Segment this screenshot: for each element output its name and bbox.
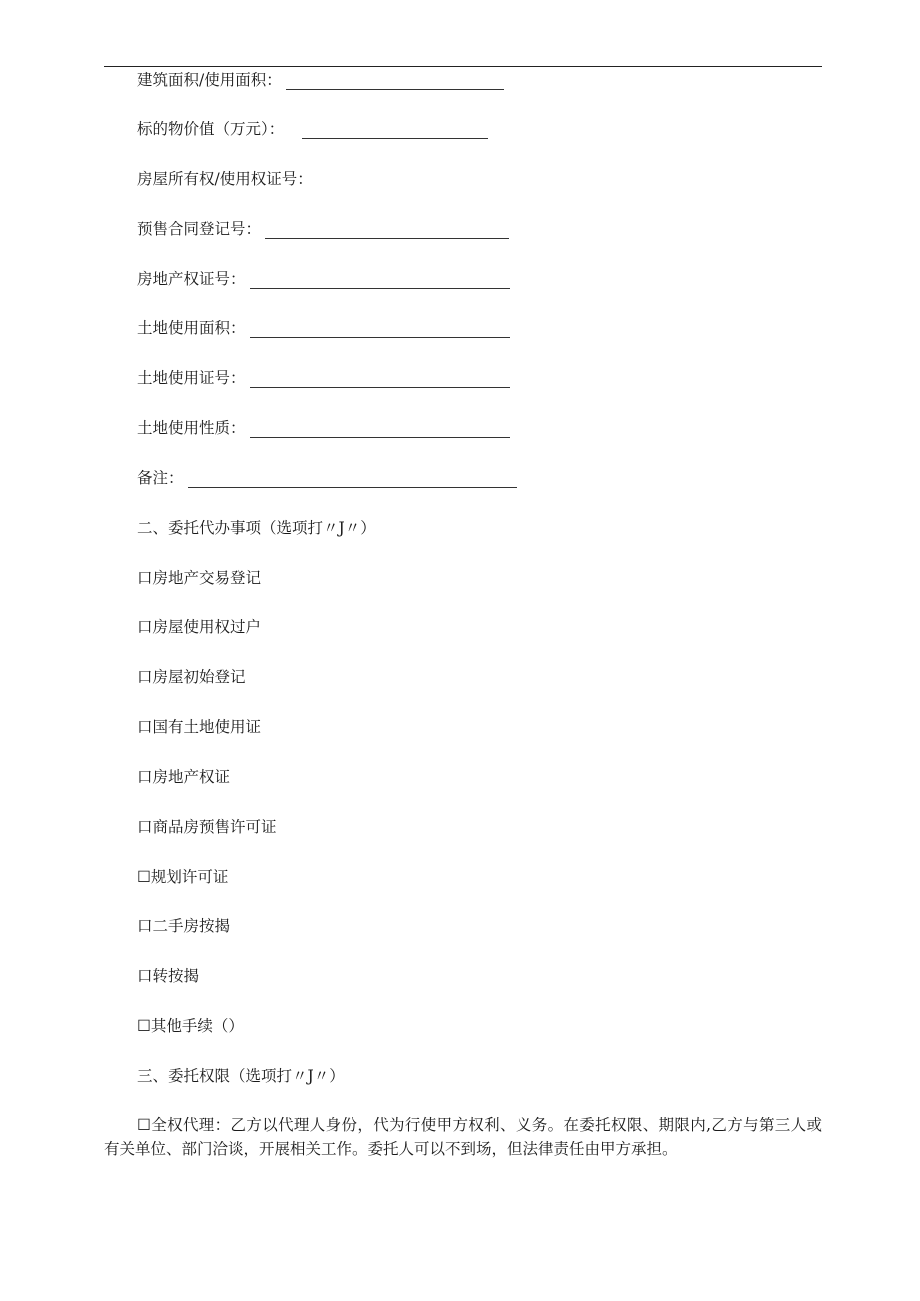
field-presale-contract [137, 219, 509, 239]
field-blank[interactable] [302, 124, 488, 139]
section2-heading: 二、委托代办事项（选项打〃J〃） [137, 519, 376, 537]
field-remarks [137, 468, 517, 488]
field-ownership-cert [137, 169, 313, 189]
option-item[interactable]: 口房地产交易登记 [137, 569, 262, 587]
option-item[interactable]: 口房屋初始登记 [137, 668, 246, 686]
field-blank[interactable] [265, 224, 509, 239]
field-blank[interactable] [250, 274, 510, 289]
option-item[interactable]: ☐规划许可证 [137, 868, 229, 886]
field-label: 建筑面积/使用面积： [137, 71, 282, 89]
field-blank[interactable] [286, 75, 504, 90]
option-item[interactable]: 口转按揭 [137, 967, 200, 985]
field-land-area [137, 318, 510, 338]
field-label: 标的物价值（万元）： [137, 120, 285, 138]
field-label: 房屋所有权/使用权证号： [137, 170, 313, 188]
field-land-nature [137, 418, 510, 438]
field-property-value [137, 119, 488, 139]
field-blank[interactable] [250, 373, 510, 388]
field-realestate-cert [137, 269, 510, 289]
section3-heading: 三、委托权限（选项打〃J〃） [137, 1067, 345, 1085]
field-label: 预售合同登记号： [137, 220, 262, 238]
field-blank[interactable] [188, 473, 517, 488]
option-item[interactable]: 口房屋使用权过户 [137, 618, 262, 636]
field-label: 土地使用性质： [137, 419, 246, 437]
option-item[interactable]: 口国有土地使用证 [137, 718, 262, 736]
header-rule [104, 66, 822, 67]
field-label: 备注： [137, 469, 184, 487]
option-item[interactable]: 口商品房预售许可证 [137, 818, 277, 836]
field-label: 房地产权证号： [137, 270, 246, 288]
option-item[interactable]: 口二手房按揭 [137, 917, 231, 935]
option-item[interactable]: ☐其他手续（） [137, 1017, 244, 1035]
field-label: 土地使用证号： [137, 369, 246, 387]
field-blank[interactable] [250, 423, 510, 438]
field-land-cert [137, 368, 510, 388]
field-blank[interactable] [250, 323, 510, 338]
field-label: 土地使用面积： [137, 319, 246, 337]
field-building-area [137, 70, 504, 90]
authority-paragraph: ☐全权代理：乙方以代理人身份，代为行使甲方权利、义务。在委托权限、期限内,乙方与第三人或有关单位、部门洽谈，开展相关工作。委托人可以不到场，但法律责任由甲方承担。 [104, 1116, 822, 1158]
option-item[interactable]: 口房地产权证 [137, 768, 231, 786]
